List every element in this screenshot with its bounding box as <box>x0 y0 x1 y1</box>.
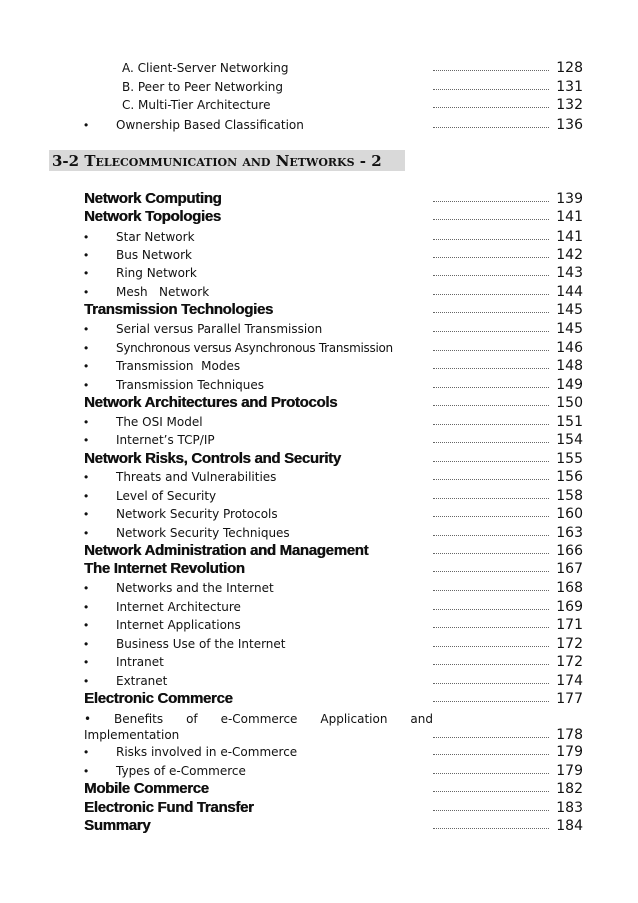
bullet-icon: • <box>84 433 89 447</box>
toc-main-entry <box>0 542 638 560</box>
bullet-icon: • <box>84 526 89 540</box>
toc-main-entry-label: Network Administration and Management <box>84 542 369 559</box>
bullet-icon: • <box>84 285 89 299</box>
bullet-icon: • <box>84 507 89 521</box>
toc-page-number: 142 <box>556 247 583 263</box>
dot-leader <box>433 553 549 554</box>
dot-leader <box>433 646 549 647</box>
bullet-icon: • <box>84 470 89 484</box>
toc-main-entry <box>0 450 638 468</box>
toc-main-entry-label: Network Computing <box>84 190 222 207</box>
dot-leader <box>433 368 549 369</box>
bullet-icon: • <box>84 745 89 759</box>
word: e-Commerce <box>220 712 298 726</box>
toc-entry-label: Types of e-Commerce <box>116 764 246 778</box>
toc-entry-label: Intranet <box>116 655 164 669</box>
toc-page-number: 163 <box>556 525 583 541</box>
dot-leader <box>433 627 549 628</box>
dot-leader <box>433 219 549 220</box>
toc-page-number: 155 <box>556 451 583 467</box>
dot-leader <box>433 424 549 425</box>
dot-leader <box>433 442 549 443</box>
toc-main-entry-label: Network Topologies <box>84 208 221 225</box>
bullet-icon: • <box>84 600 89 614</box>
toc-main-entry <box>0 190 638 208</box>
toc-entry-label: Level of Security <box>116 489 217 503</box>
dot-leader <box>433 405 549 406</box>
dot-leader <box>433 201 549 202</box>
toc-entry-label: Business Use of the Internet <box>116 637 286 651</box>
toc-main-entry-label: Network Architectures and Protocols <box>84 394 338 411</box>
toc-entry-label: Star Network <box>116 230 195 244</box>
toc-page-number: 174 <box>556 673 583 689</box>
toc-entry-label: Transmission Techniques <box>116 378 265 392</box>
toc-page-number: 141 <box>556 229 583 245</box>
bullet-icon: • <box>84 712 92 726</box>
toc-main-entry <box>0 690 638 708</box>
toc-entry-label: Network Security Protocols <box>116 507 278 521</box>
toc-entry <box>0 283 638 301</box>
toc-entry-label: Transmission Modes <box>116 359 241 373</box>
toc-main-entry <box>0 780 638 798</box>
toc-page-number: 149 <box>556 377 583 393</box>
bullet-icon: • <box>84 618 89 632</box>
toc-entry-label: Internet’s TCP/IP <box>116 433 215 447</box>
toc-entry <box>0 672 638 690</box>
dot-leader <box>433 127 549 128</box>
bullet-icon: • <box>84 248 89 262</box>
dot-leader <box>433 350 549 351</box>
toc-page-number: 139 <box>556 191 583 207</box>
toc-entry <box>0 376 638 394</box>
dot-leader <box>433 498 549 499</box>
bullet-icon: • <box>84 341 89 355</box>
bullet-icon: • <box>84 655 89 669</box>
toc-page-number: 143 <box>556 265 583 281</box>
toc-entry <box>0 116 638 134</box>
toc-page-number: 154 <box>556 432 583 448</box>
toc-entry-label: Extranet <box>116 674 168 688</box>
toc-entry-label: Synchronous versus Asynchronous Transmission <box>116 341 393 355</box>
toc-entry <box>0 339 638 357</box>
toc-page-number: 145 <box>556 321 583 337</box>
bullet-icon: • <box>84 230 89 244</box>
toc-entry <box>0 616 638 634</box>
toc-page-number: 179 <box>556 744 583 760</box>
dot-leader <box>433 590 549 591</box>
toc-main-entry-label: The Internet Revolution <box>84 560 245 577</box>
toc-page-number: 132 <box>556 97 583 113</box>
toc-page-number: 184 <box>556 818 583 834</box>
toc-entry <box>0 505 638 523</box>
toc-entry <box>0 653 638 671</box>
toc-entry <box>0 59 638 77</box>
dot-leader <box>433 461 549 462</box>
dot-leader <box>433 89 549 90</box>
dot-leader <box>433 810 549 811</box>
toc-entry-label: Network Security Techniques <box>116 526 290 540</box>
toc-entry-label: Bus Network <box>116 248 193 262</box>
toc-main-entry <box>0 560 638 578</box>
dot-leader <box>433 571 549 572</box>
toc-page-number: 183 <box>556 800 583 816</box>
toc-entry <box>0 228 638 246</box>
toc-page-number: 172 <box>556 636 583 652</box>
bullet-icon: • <box>84 378 89 392</box>
toc-page-number: 150 <box>556 395 583 411</box>
word: Application <box>320 712 388 726</box>
toc-page-number: 151 <box>556 414 583 430</box>
toc-page-number: 168 <box>556 580 583 596</box>
bullet-icon: • <box>84 322 89 336</box>
dot-leader <box>433 294 549 295</box>
toc-main-entry <box>0 301 638 319</box>
dot-leader <box>433 239 549 240</box>
toc-page-number: 146 <box>556 340 583 356</box>
toc-page-number: 169 <box>556 599 583 615</box>
toc-main-entry-label: Network Risks, Controls and Security <box>84 450 341 467</box>
toc-entry-label: Threats and Vulnerabilities <box>116 470 277 484</box>
toc-entry <box>0 579 638 597</box>
bullet-icon: • <box>84 489 89 503</box>
toc-main-entry <box>0 817 638 835</box>
toc-entry <box>0 468 638 486</box>
dot-leader <box>433 257 549 258</box>
toc-entry-label: Ring Network <box>116 266 197 280</box>
bullet-icon: • <box>84 637 89 651</box>
toc-entry <box>0 357 638 375</box>
dot-leader <box>433 70 549 71</box>
bullet-icon: • <box>84 415 89 429</box>
toc-page-number: 131 <box>556 79 583 95</box>
word: Benefits <box>114 712 164 726</box>
dot-leader <box>433 312 549 313</box>
bullet-icon: • <box>84 118 89 132</box>
toc-main-entry-label: Electronic Commerce <box>84 690 233 707</box>
dot-leader <box>433 609 549 610</box>
dot-leader <box>433 387 549 388</box>
toc-entry <box>0 762 638 780</box>
toc-entry-label: A. Client-Server Networking <box>122 61 289 75</box>
toc-main-entry <box>0 394 638 412</box>
dot-leader <box>433 701 549 702</box>
toc-page-number: 158 <box>556 488 583 504</box>
bullet-icon: • <box>84 266 89 280</box>
dot-leader <box>433 683 549 684</box>
dot-leader <box>433 773 549 774</box>
toc-main-entry <box>0 799 638 817</box>
toc-entry <box>0 524 638 542</box>
dot-leader <box>433 479 549 480</box>
toc-entry <box>0 598 638 616</box>
toc-entry <box>0 635 638 653</box>
section-heading: 3-2 Telecommunication and Networks - 2 <box>52 152 382 170</box>
toc-entry-label: B. Peer to Peer Networking <box>122 80 284 94</box>
bullet-icon: • <box>84 359 89 373</box>
toc-page-number: 160 <box>556 506 583 522</box>
dot-leader <box>433 275 549 276</box>
toc-entry <box>0 264 638 282</box>
toc-entry <box>0 487 638 505</box>
word: of <box>186 712 198 726</box>
toc-page-number: 166 <box>556 543 583 559</box>
toc-entry <box>0 78 638 96</box>
toc-page-number: 136 <box>556 117 583 133</box>
toc-entry <box>0 743 638 761</box>
toc-entry <box>0 413 638 431</box>
toc-page-number: 145 <box>556 302 583 318</box>
toc-page-number: 177 <box>556 691 583 707</box>
dot-leader <box>433 107 549 108</box>
toc-entry-label: Networks and the Internet <box>116 581 274 595</box>
toc-main-entry-label: Mobile Commerce <box>84 780 209 797</box>
toc-entry-label: Internet Applications <box>116 618 241 632</box>
toc-entry-label: C. Multi-Tier Architecture <box>122 98 271 112</box>
toc-page-number: 156 <box>556 469 583 485</box>
toc-page-number: 167 <box>556 561 583 577</box>
toc-entry-label: Ownership Based Classification <box>116 118 304 132</box>
toc-page-number: 172 <box>556 654 583 670</box>
toc-page-number: 148 <box>556 358 583 374</box>
dot-leader <box>433 828 549 829</box>
toc-main-entry-label: Summary <box>84 817 151 834</box>
bullet-icon: • <box>84 674 89 688</box>
toc-entry-label: The OSI Model <box>116 415 203 429</box>
dot-leader <box>433 664 549 665</box>
dot-leader <box>433 737 549 738</box>
toc-page-number: 171 <box>556 617 583 633</box>
toc-entry-label: Serial versus Parallel Transmission <box>116 322 323 336</box>
toc-page-number: 182 <box>556 781 583 797</box>
toc-page-number: 179 <box>556 763 583 779</box>
dot-leader <box>433 516 549 517</box>
toc-page-number: 178 <box>556 727 583 743</box>
dot-leader <box>433 754 549 755</box>
toc-page-number: 141 <box>556 209 583 225</box>
bullet-icon: • <box>84 581 89 595</box>
toc-entry-label: Risks involved in e-Commerce <box>116 745 298 759</box>
word: and <box>410 712 433 726</box>
toc-entry-label: Mesh Network <box>116 285 210 299</box>
toc-entry <box>0 320 638 338</box>
toc-entry <box>0 246 638 264</box>
toc-entry <box>0 726 638 744</box>
toc-page-number: 144 <box>556 284 583 300</box>
bullet-icon: • <box>84 764 89 778</box>
toc-entry <box>0 96 638 114</box>
toc-entry <box>0 431 638 449</box>
toc-main-entry <box>0 208 638 226</box>
toc-page-number: 128 <box>556 60 583 76</box>
toc-main-entry-label: Transmission Technologies <box>84 301 273 318</box>
toc-main-entry-label: Electronic Fund Transfer <box>84 799 254 816</box>
dot-leader <box>433 535 549 536</box>
toc-entry-label: Implementation <box>84 728 180 742</box>
dot-leader <box>433 331 549 332</box>
dot-leader <box>433 791 549 792</box>
toc-entry-label: Internet Architecture <box>116 600 241 614</box>
